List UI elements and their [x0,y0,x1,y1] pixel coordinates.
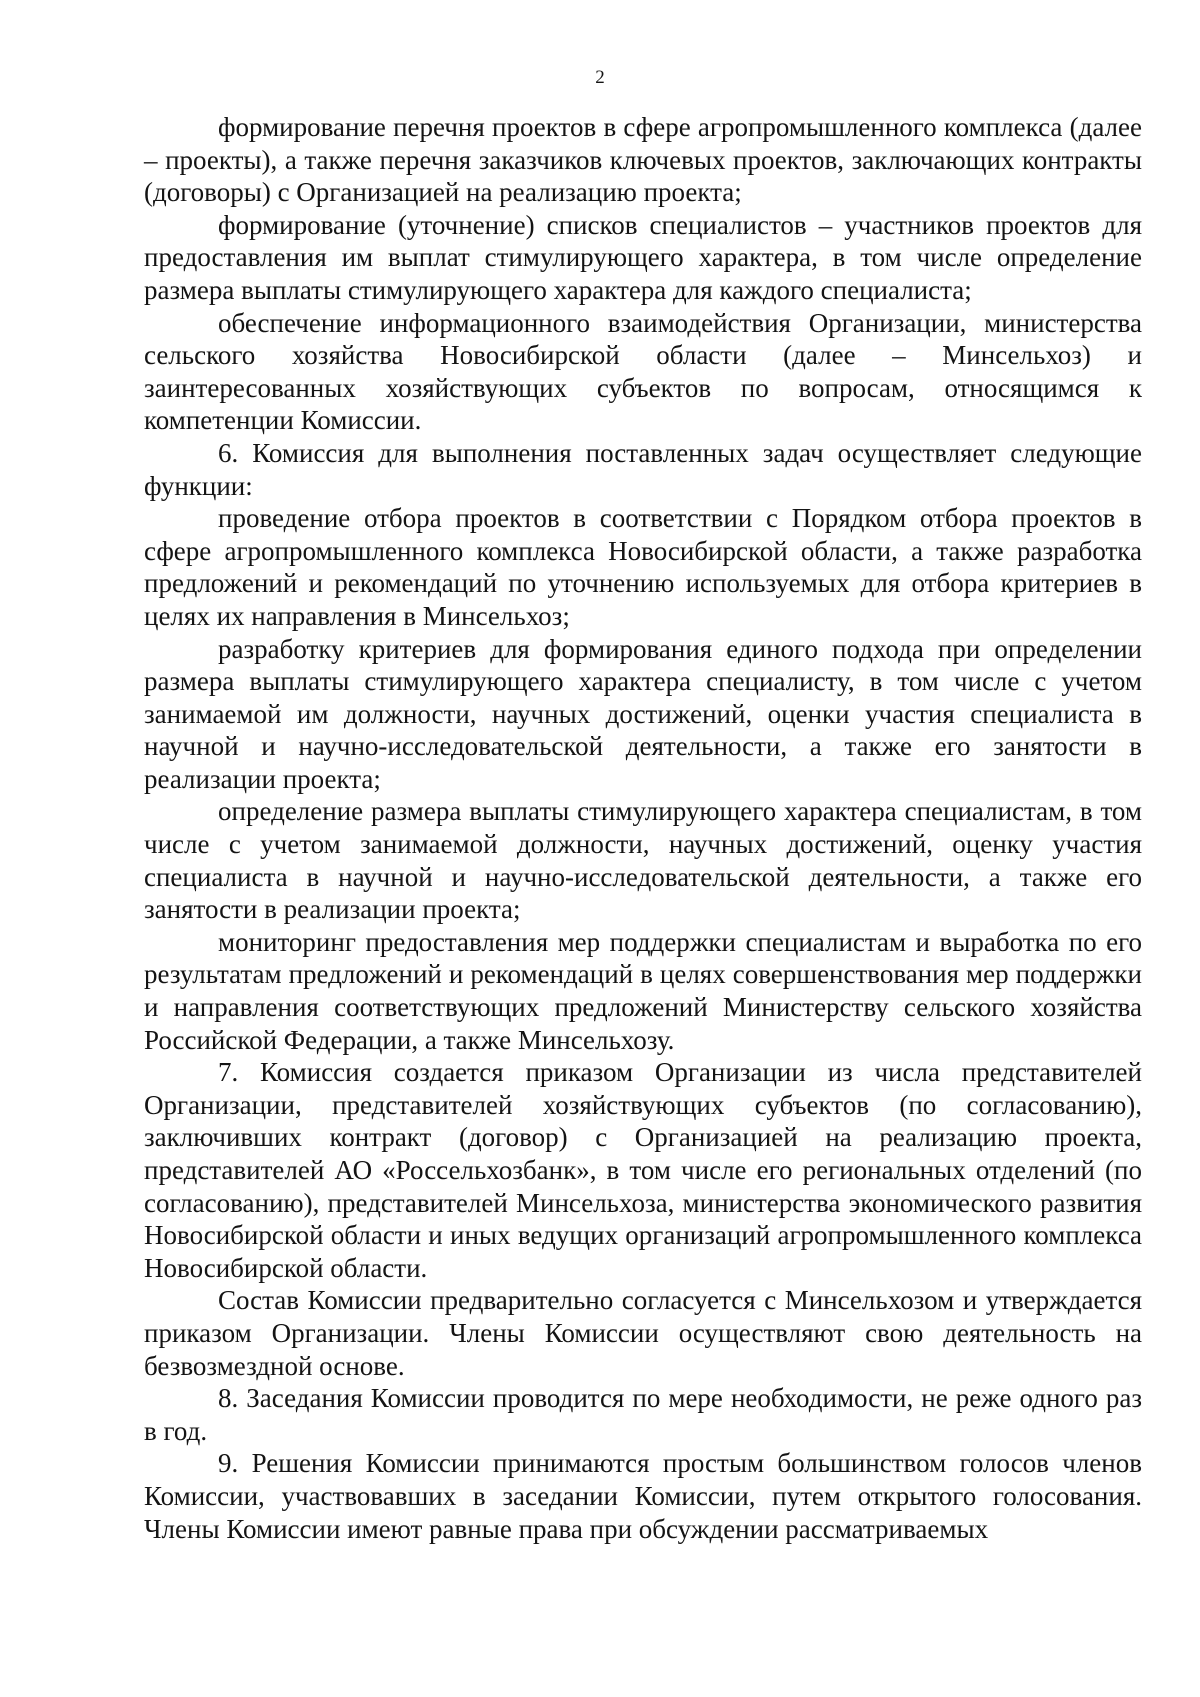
paragraph-payment-determination: определение размера выплаты стимулирующего характера специалистам, в том числе с учетом занимаемой должности, научных достижений, оценку участия специалиста в научной и научно-исследовательской деятельности, а также его занятости в реализации проекта; [144,796,1142,925]
page-number: 2 [595,67,605,88]
paragraph-item-8: 8. Заседания Комиссии проводится по мере необходимости, не реже одного раз в год. [144,1383,1142,1446]
paragraph-projects-list: формирование перечня проектов в сфере агропромышленного комплекса (далее – проекты), а также перечня заказчиков ключевых проектов, заключающих контракты (договоры) с Организацией на реализацию проекта; [144,112,1142,208]
paragraph-information-interaction: обеспечение информационного взаимодействия Организации, министерства сельского хозяйства Новосибирской области (далее – Минсельхоз) и заинтересованных хозяйствующих субъектов по вопросам, относящимся к компетенции Комиссии. [144,307,1142,436]
paragraph-criteria-development: разработку критериев для формирования единого подхода при определении размера выплаты стимулирующего характера специалисту, в том числе с учетом занимаемой им должности, научных достижений, оценки участия специалиста в научной и научно-исследовательской деятельности, а также его занятости в реализации проекта; [144,633,1142,794]
paragraph-item-7: 7. Комиссия создается приказом Организации из числа представителей Организации, представителей хозяйствующих субъектов (по согласованию), заключивших контракт (договор) с Организацией на реализацию проекта, представителей АО «Россельхозбанк», в том числе его региональных отделений (по согласованию), представителей Минсельхоза, министерства экономического развития Новосибирской области и иных ведущих организаций агропромышленного комплекса Новосибирской области. [144,1057,1142,1283]
paragraph-item-6: 6. Комиссия для выполнения поставленных задач осуществляет следующие функции: [144,437,1142,501]
paragraph-commission-composition: Состав Комиссии предварительно согласуется с Минсельхозом и утверждается приказом Организации. Члены Комиссии осуществляют свою деятельность на безвозмездной основе. [144,1285,1142,1381]
paragraph-specialists-list: формирование (уточнение) списков специалистов – участников проектов для предоставления им выплат стимулирующего характера, в том числе определение размера выплаты стимулирующего характера для каждого специалиста; [144,209,1142,305]
paragraph-project-selection: проведение отбора проектов в соответствии с Порядком отбора проектов в сфере агропромышленного комплекса Новосибирской области, а также разработка предложений и рекомендаций по уточнению используемых для отбора критериев в целях их направления в Минсельхоз; [144,503,1142,631]
document-body [144,111,1142,1545]
paragraph-support-monitoring: мониторинг предоставления мер поддержки специалистам и выработка по его результатам предложений и рекомендаций в целях совершенствования мер поддержки и направления соответствующих предложений Министерству сельского хозяйства Российской Федерации, а также Минсельхозу. [144,926,1142,1055]
paragraph-item-9: 9. Решения Комиссии принимаются простым большинством голосов членов Комиссии, участвовавших в заседании Комиссии, путем открытого голосования. Члены Комиссии имеют равные права при обсуждении рассматриваемых [144,1448,1142,1544]
